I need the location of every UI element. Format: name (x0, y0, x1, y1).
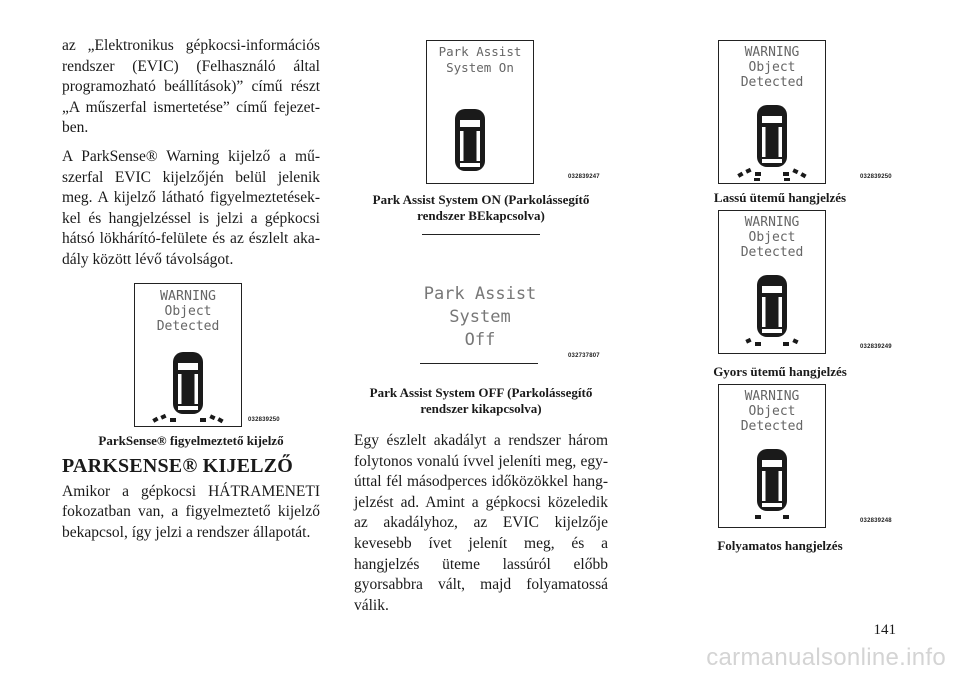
figure-continuous-tone (652, 384, 908, 528)
display-line-2: System On (446, 60, 514, 75)
paragraph-display-state: Amikor a gépkocsi HÁTRAMENETI fokozatban van, a figyelmeztető kijelző bekapcsol, így jelzi a rendszer állapotát. (62, 482, 320, 541)
warning-display-graphic (135, 284, 241, 426)
section-heading: PARKSENSE® KIJELZŐ (62, 454, 294, 477)
separator-line (420, 363, 538, 364)
figure-caption: Gyors ütemű hangjelzés (713, 364, 847, 379)
figure-caption: Park Assist System OFF (Parkolássegítő rendszer kikapcsolva) (369, 385, 593, 416)
display-line-2: Object (164, 303, 212, 319)
figure-caption: ParkSense® figyelmeztető kijelző (98, 432, 284, 448)
figure-parksense-warning (62, 279, 320, 427)
figure-park-assist-on (354, 36, 608, 184)
figure-code: 032737807 (568, 353, 600, 359)
display-line-1: WARNING (744, 45, 800, 60)
watermark: carmanualsonline.info (706, 644, 946, 671)
display-line-1: Park Assist (438, 44, 522, 59)
sensor-arcs-icon (737, 168, 806, 181)
page-number: 141 (873, 622, 896, 638)
display-line-1: WARNING (744, 389, 800, 404)
figure-slow-tone (652, 36, 908, 184)
vehicle-top-view-icon (455, 109, 485, 171)
column-middle (354, 36, 608, 624)
figure-park-assist-off (354, 239, 608, 377)
evic-display-screen (426, 40, 534, 184)
vehicle-top-view-icon (173, 352, 203, 414)
sensor-arcs-icon (745, 338, 798, 346)
display-line-2: Object (748, 230, 796, 245)
display-line-1: WARNING (744, 215, 800, 230)
display-line-3: Detected (740, 75, 804, 90)
separator-line (422, 234, 540, 235)
figure-caption: Lassú ütemű hangjelzés (713, 190, 847, 205)
evic-display-screen (134, 283, 242, 427)
column-left (62, 36, 320, 551)
display-line-3: Detected (156, 318, 220, 334)
figure-code: 032839249 (860, 344, 892, 350)
figure-code: 032839247 (568, 174, 600, 180)
park-assist-on-graphic (427, 41, 533, 183)
paragraph-evic-reference: az „Elektronikus gépkocsi-információs rendszer (EVIC) (Felhasználó által programozható beállítások)” című részt „A műszerfal ismertetése” című fejezetben. (62, 37, 320, 137)
vehicle-top-view-icon (757, 449, 787, 511)
evic-display-screen (718, 384, 826, 528)
column-right (652, 36, 908, 554)
vehicle-top-view-icon (757, 275, 787, 337)
vehicle-top-view-icon (757, 105, 787, 167)
display-line-1: WARNING (160, 288, 217, 304)
sensor-arcs-icon (152, 413, 223, 422)
display-line-3: Detected (740, 245, 804, 260)
display-line-2: Object (748, 404, 796, 419)
figure-code: 032839250 (860, 174, 892, 180)
figure-fast-tone (652, 210, 908, 354)
paragraph-arcs-explanation: Egy észlelt akadályt a rendszer három folytonos vonalú ívvel jeleníti meg, egyúttal fél másodperces időközökkel hangjelzést ad. Amint a gépkocsi közeledik az akadályhoz, az EVIC kijelzője kevesebb ívet jelenít meg, és a hangjelzés üteme lassúról előbb gyorsabbra vált, majd folyamatossá válik. (354, 432, 608, 614)
warning-display-graphic (719, 211, 825, 353)
display-line-3: Off (464, 330, 496, 349)
evic-display-screen (718, 40, 826, 184)
display-line-2: Object (748, 60, 796, 75)
warning-display-graphic (719, 385, 825, 527)
display-line-1: Park Assist (423, 284, 537, 304)
warning-display-graphic (719, 41, 825, 183)
figure-code: 032839248 (860, 518, 892, 524)
figure-caption: Folyamatos hangjelzés (717, 538, 843, 553)
figure-code: 032839250 (248, 416, 280, 423)
display-line-3: Detected (740, 419, 804, 434)
display-line-2: System (449, 307, 511, 327)
sensor-arcs-icon (755, 515, 789, 519)
evic-display-screen (718, 210, 826, 354)
figure-caption: Park Assist System ON (Parkolássegítő rendszer BEkapcsolva) (372, 192, 590, 223)
park-assist-off-graphic (354, 239, 608, 349)
paragraph-parksense-warning: A ParkSense® Warning kijelző a műszerfal EVIC kijelzőjén belül jelenik meg. A kijelző látható figyelmeztetésekkel és hangjelzéssel is jelzi a gépkocsi hátsó lökhárító-felülete és az észlelt akadály között lévő távolságot. (62, 147, 320, 268)
